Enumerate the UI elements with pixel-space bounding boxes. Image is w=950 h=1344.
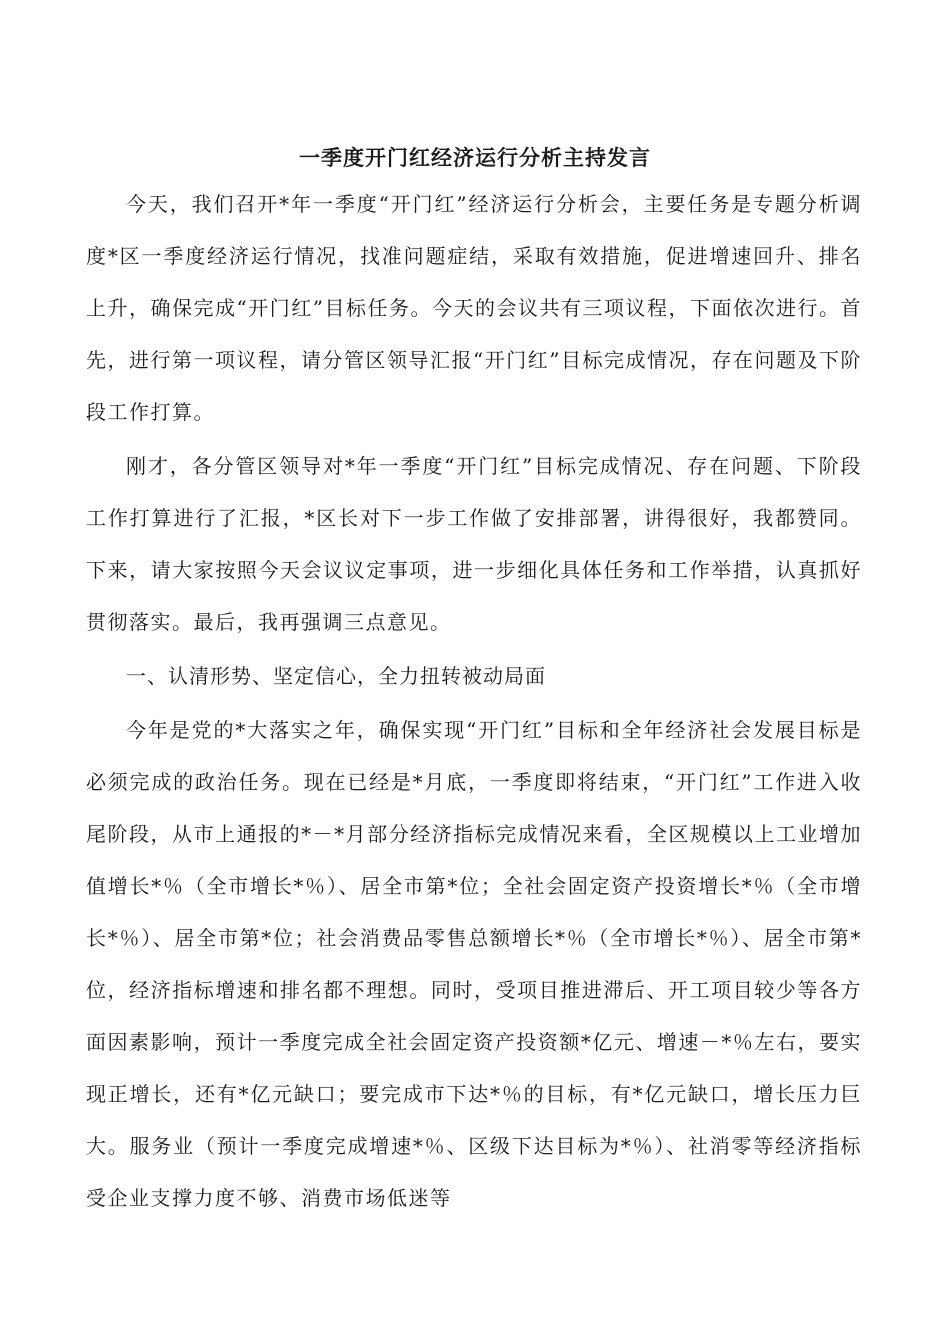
document-title: 一季度开门红经济运行分析主持发言	[299, 146, 651, 170]
section-heading-one: 一、认清形势、坚定信心，全力扭转被动局面	[126, 664, 546, 688]
paragraph-situation: 今年是党的*大落实之年，确保实现“开门红”目标和全年经济社会发展目标是必须完成的政治任务。现在已经是*月底，一季度即将结束，“开门红”工作进入收尾阶段，从市上通报的*－*月部分经济指标完成情况来看，全区规模以上工业增加值增长*％（全市增长*％）、居全市第*位；全社会固定资产投资增长*％（全市增长*％）、居全市第*位；社会消费品零售总额增长*％（全市增长*％）、居全市第*位，经济指标增速和排名都不理想。同时，受项目推进滞后、开工项目较少等各方面因素影响，预计一季度完成全社会固定资产投资额*亿元、增速－*％左右，要实现正增长，还有*亿元缺口；要完成市下达*％的目标，有*亿元缺口，增长压力巨大。服务业（预计一季度完成增速*％、区级下达目标为*％）、社消零等经济指标受企业支撑力度不够、消费市场低迷等	[86, 718, 862, 1210]
paragraph-summary: 刚才，各分管区领导对*年一季度“开门红”目标完成情况、存在问题、下阶段工作打算进行了汇报，*区长对下一步工作做了安排部署，讲得很好，我都赞同。下来，请大家按照今天会议议定事项，进一步细化具体任务和工作举措，认真抓好贯彻落实。最后，我再强调三点意见。	[86, 454, 862, 634]
paragraph-opening: 今天，我们召开*年一季度“开门红”经济运行分析会，主要任务是专题分析调度*区一季度经济运行情况，找准问题症结，采取有效措施，促进增速回升、排名上升，确保完成“开门红”目标任务。今天的会议共有三项议程，下面依次进行。首先，进行第一项议程，请分管区领导汇报“开门红”目标完成情况，存在问题及下阶段工作打算。	[86, 192, 862, 424]
document-body	[86, 178, 862, 1226]
